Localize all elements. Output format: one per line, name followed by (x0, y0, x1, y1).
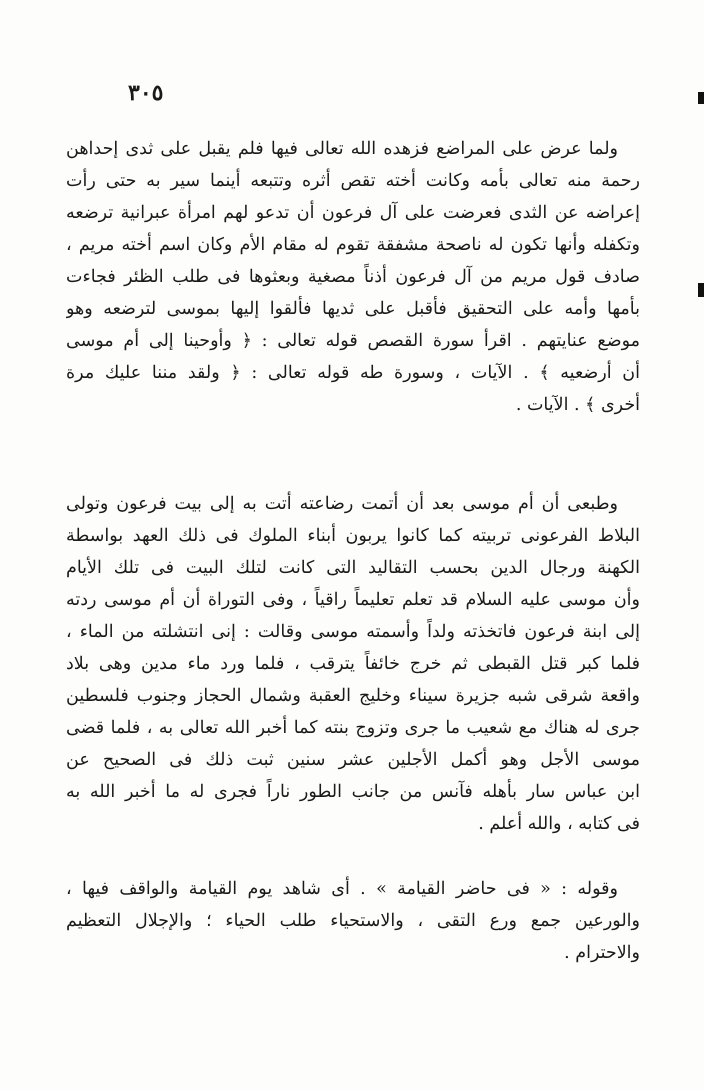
text-line: موسى الأجل وهو أكمل الأجلين عشر سنين ثبت ذلك فى الصحيح عن (66, 750, 640, 770)
page-edge-mark (698, 92, 704, 104)
text-line: فلما كبر قتل القبطى ثم خرج خائفاً يترقب ، فلما ورد ماء مدين وهى بلاد (66, 654, 640, 674)
text-line: وتكفله وأنها تكون له ناصحة مشفقة تقوم له مقام الأم وكان اسم أخته مريم ، (66, 235, 640, 255)
text-line: وطبعى أن أم موسى بعد أن أتمت رضاعته أتت به إلى بيت فرعون وتولى (66, 494, 618, 514)
text-line: إلى ابنة فرعون فاتخذته ولداً وأسمته موسى وقالت : إنى انتشلته من الماء ، (66, 622, 640, 642)
paragraph-3 (66, 873, 640, 969)
paragraph-1 (66, 133, 640, 421)
text-line: صادف قول مريم من آل فرعون أذناً مصغية وبعثوها فى طلب الظئر فجاءت (66, 267, 640, 287)
text-line: موضع عنايتهم . اقرأ سورة القصص قوله تعالى : ﴿ وأوحينا إلى أم موسى (66, 331, 640, 351)
text-line: إعراضه عن الثدى فعرضت على آل فرعون أن تدعو لهم امرأة عبرانية ترضعه (66, 203, 640, 223)
paragraph-2 (66, 488, 640, 840)
text-line: واقعة شرقى شبه جزيرة سيناء وخليج العقبة وشمال الحجاز وجنوب فلسطين (66, 686, 640, 706)
text-line: والورعين جمع ورع التقى ، والاستحياء طلب الحياء ؛ والإجلال التعظيم (66, 911, 640, 931)
text-line: البلاط الفرعونى تربيته كما كانوا يربون أبناء الملوك فى ذلك العهد بواسطة (66, 526, 640, 546)
text-line: وقوله : « فى حاضر القيامة » . أى شاهد يوم القيامة والواقف فيها ، (66, 879, 618, 899)
text-line: فى كتابه ، والله أعلم . (478, 814, 640, 834)
text-line: وأن موسى عليه السلام قد تعلم تعليماً راقياً ، وفى التوراة أن أم موسى ردته (66, 590, 640, 610)
text-line: ابن عباس سار بأهله فآنس من جانب الطور ناراً فجرى له ما أخبر الله به (66, 782, 640, 802)
text-line: الكهنة ورجال الدين بحسب التقاليد التى كانت لتلك البيت فى تلك الأيام (66, 558, 640, 578)
page-number: ٣٠٥ (128, 80, 164, 106)
text-line: والاحترام . (564, 943, 640, 963)
page-edge-mark (698, 283, 704, 297)
text-line: أن أرضعيه ﴾ . الآيات ، وسورة طه قوله تعالى : ﴿ ولقد مننا عليك مرة (66, 363, 640, 383)
text-line: رحمة منه تعالى بأمه وكانت أخته تقص أثره وتتبعه أينما سير به حتى رأت (66, 171, 640, 191)
text-line: بأمها وأمه على التحقيق فأقبل على ثديها فألقوا إليها بموسى لترضعه وهو (66, 299, 640, 319)
text-line: أخرى ﴾ . الآيات . (515, 395, 640, 415)
text-line: ولما عرض على المراضع فزهده الله تعالى فيها فلم يقبل على ثدى إحداهن (66, 139, 618, 159)
text-line: جرى له هناك مع شعيب ما جرى وتزوج بنته كما أخبر الله تعالى به ، فلما قضى (66, 718, 640, 738)
